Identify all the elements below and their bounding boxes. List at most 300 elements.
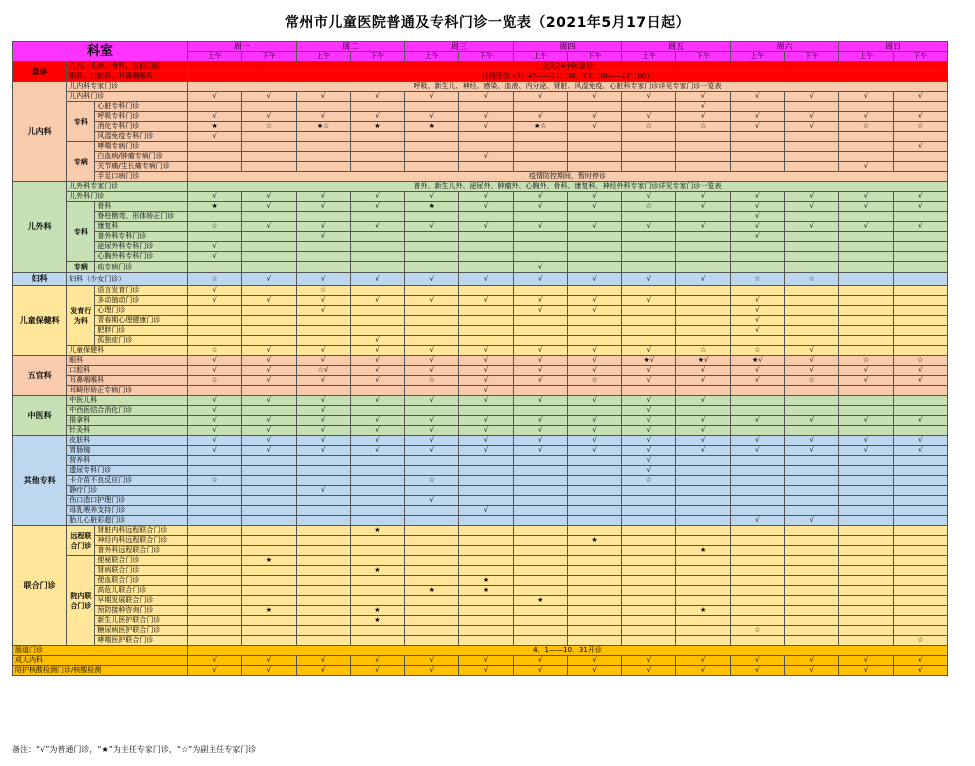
schedule-cell <box>242 316 296 326</box>
am-header: 上午 <box>296 52 350 62</box>
schedule-cell <box>187 262 241 273</box>
schedule-cell: ★ <box>676 546 730 556</box>
subgroup-zhuanke: 专科 <box>67 202 95 262</box>
schedule-cell: ★√ <box>676 356 730 366</box>
schedule-cell <box>296 526 350 536</box>
schedule-cell: √ <box>242 356 296 366</box>
schedule-cell <box>839 102 893 112</box>
schedule-cell <box>405 466 459 476</box>
schedule-cell <box>730 252 784 262</box>
schedule-cell: √ <box>513 192 567 202</box>
schedule-cell: √ <box>405 356 459 366</box>
schedule-cell: √ <box>513 366 567 376</box>
schedule-cell <box>622 242 676 252</box>
schedule-cell <box>405 556 459 566</box>
schedule-cell <box>242 586 296 596</box>
schedule-cell: √ <box>730 326 784 336</box>
schedule-cell <box>622 526 676 536</box>
schedule-cell: √ <box>676 396 730 406</box>
schedule-cell: √ <box>567 426 621 436</box>
schedule-cell <box>622 386 676 396</box>
schedule-cell <box>730 456 784 466</box>
schedule-cell <box>893 546 947 556</box>
schedule-cell: ☆ <box>187 273 241 286</box>
schedule-cell <box>242 616 296 626</box>
schedule-cell: √ <box>893 112 947 122</box>
schedule-cell: √ <box>459 436 513 446</box>
schedule-cell <box>242 102 296 112</box>
schedule-cell <box>839 636 893 646</box>
schedule-cell: √ <box>296 426 350 436</box>
schedule-cell: ★√ <box>622 356 676 366</box>
schedule-cell: √ <box>459 376 513 386</box>
schedule-cell <box>296 606 350 616</box>
schedule-cell <box>350 152 404 162</box>
schedule-cell <box>187 586 241 596</box>
schedule-cell: √ <box>730 316 784 326</box>
schedule-cell: ★ <box>242 556 296 566</box>
schedule-cell: √ <box>242 346 296 356</box>
schedule-cell <box>676 386 730 396</box>
schedule-cell: √ <box>567 656 621 666</box>
row-label: 针灸科 <box>67 426 188 436</box>
schedule-cell <box>730 556 784 566</box>
schedule-cell: √ <box>296 346 350 356</box>
schedule-cell <box>730 102 784 112</box>
schedule-cell: √ <box>785 92 839 102</box>
schedule-cell <box>350 252 404 262</box>
schedule-cell <box>242 596 296 606</box>
schedule-cell <box>187 326 241 336</box>
schedule-cell <box>893 102 947 112</box>
row-label: 耳畸形矫正专病门诊 <box>67 386 188 396</box>
schedule-cell <box>567 626 621 636</box>
schedule-cell <box>676 596 730 606</box>
schedule-cell: √ <box>350 356 404 366</box>
schedule-cell <box>785 152 839 162</box>
schedule-cell <box>567 102 621 112</box>
schedule-cell <box>350 142 404 152</box>
schedule-cell <box>730 496 784 506</box>
schedule-cell <box>622 516 676 526</box>
schedule-cell <box>187 546 241 556</box>
row-label: 儿外科门诊 <box>67 192 188 202</box>
schedule-cell <box>296 142 350 152</box>
schedule-cell <box>405 456 459 466</box>
schedule-cell <box>187 456 241 466</box>
schedule-cell: √ <box>785 366 839 376</box>
row-label: 风湿免疫专科门诊 <box>95 132 188 142</box>
schedule-cell <box>785 102 839 112</box>
schedule-cell <box>676 516 730 526</box>
schedule-cell: √ <box>676 222 730 232</box>
schedule-cell: √ <box>459 426 513 436</box>
schedule-cell <box>405 252 459 262</box>
row-label: 新生儿医护联合门诊 <box>95 616 188 626</box>
schedule-cell <box>350 516 404 526</box>
schedule-cell <box>567 162 621 172</box>
row-label: 眼科、口腔科、耳鼻咽喉科 <box>67 72 188 82</box>
schedule-cell <box>187 506 241 516</box>
schedule-cell: √ <box>513 202 567 212</box>
schedule-cell <box>405 406 459 416</box>
schedule-cell <box>296 242 350 252</box>
schedule-cell <box>187 212 241 222</box>
table-row <box>13 316 948 326</box>
schedule-cell <box>785 526 839 536</box>
schedule-cell <box>676 336 730 346</box>
schedule-cell: √ <box>350 336 404 346</box>
schedule-cell: √ <box>187 656 241 666</box>
schedule-cell: √ <box>730 446 784 456</box>
row-label: 消化专科门诊 <box>95 122 188 132</box>
schedule-cell <box>459 326 513 336</box>
schedule-cell <box>785 406 839 416</box>
schedule-cell <box>567 586 621 596</box>
row-label: 儿内科门诊 <box>67 92 188 102</box>
schedule-cell <box>242 476 296 486</box>
schedule-cell: √ <box>567 92 621 102</box>
schedule-cell <box>839 396 893 406</box>
schedule-cell <box>296 566 350 576</box>
row-label: 儿外科专家门诊 <box>67 182 188 192</box>
schedule-cell <box>676 286 730 296</box>
schedule-cell <box>187 162 241 172</box>
schedule-cell <box>785 566 839 576</box>
schedule-cell: √ <box>893 202 947 212</box>
schedule-cell: √ <box>785 192 839 202</box>
schedule-cell <box>296 506 350 516</box>
schedule-cell <box>676 162 730 172</box>
schedule-cell <box>459 486 513 496</box>
schedule-cell: √ <box>567 436 621 446</box>
schedule-cell: √ <box>405 416 459 426</box>
schedule-cell <box>405 626 459 636</box>
schedule-cell: √ <box>242 656 296 666</box>
schedule-cell: √ <box>459 366 513 376</box>
schedule-cell: √ <box>405 436 459 446</box>
schedule-cell <box>785 386 839 396</box>
schedule-cell <box>622 626 676 636</box>
table-row <box>13 486 948 496</box>
schedule-cell: √ <box>567 356 621 366</box>
schedule-cell <box>567 326 621 336</box>
schedule-cell <box>296 546 350 556</box>
schedule-cell <box>676 476 730 486</box>
schedule-cell: √ <box>513 273 567 286</box>
dept-header: 科室 <box>13 42 188 62</box>
schedule-cell <box>567 262 621 273</box>
schedule-cell <box>405 506 459 516</box>
schedule-cell: ★☆ <box>513 122 567 132</box>
schedule-cell <box>730 506 784 516</box>
header-row <box>13 42 948 52</box>
schedule-cell <box>350 636 404 646</box>
schedule-cell <box>839 546 893 556</box>
schedule-cell <box>350 576 404 586</box>
schedule-cell <box>676 626 730 636</box>
schedule-cell <box>459 626 513 636</box>
pm-header: 下午 <box>893 52 947 62</box>
schedule-cell <box>187 486 241 496</box>
row-label: 早期发展联合门诊 <box>95 596 188 606</box>
row-label: 卡介苗不良反应门诊 <box>67 476 188 486</box>
schedule-cell <box>296 616 350 626</box>
schedule-cell <box>187 142 241 152</box>
schedule-cell: √ <box>242 273 296 286</box>
schedule-cell <box>893 262 947 273</box>
row-label: 伤口造口护理门诊 <box>67 496 188 506</box>
schedule-cell <box>785 396 839 406</box>
row-label: 静疗门诊 <box>67 486 188 496</box>
schedule-cell <box>187 596 241 606</box>
schedule-cell <box>622 252 676 262</box>
schedule-cell <box>567 476 621 486</box>
schedule-cell: √ <box>350 426 404 436</box>
schedule-cell: √ <box>350 366 404 376</box>
schedule-cell: √ <box>187 296 241 306</box>
schedule-cell: √ <box>187 356 241 366</box>
schedule-cell <box>622 556 676 566</box>
schedule-cell: √ <box>893 222 947 232</box>
schedule-cell <box>893 306 947 316</box>
schedule-cell: √ <box>513 396 567 406</box>
schedule-cell: √ <box>785 346 839 356</box>
schedule-cell <box>893 556 947 566</box>
schedule-cell: √ <box>730 306 784 316</box>
schedule-cell: √ <box>622 396 676 406</box>
schedule-cell: √ <box>459 112 513 122</box>
schedule-cell: ★ <box>350 616 404 626</box>
schedule-cell <box>513 232 567 242</box>
schedule-cell: √ <box>187 286 241 296</box>
schedule-cell <box>676 242 730 252</box>
schedule-cell <box>513 556 567 566</box>
row-label: 肠道门诊 <box>13 646 188 656</box>
schedule-cell: √ <box>567 346 621 356</box>
day-header: 周一 <box>187 42 296 52</box>
schedule-cell: √ <box>730 366 784 376</box>
row-label: 手足口病门诊 <box>95 172 188 182</box>
schedule-cell <box>296 212 350 222</box>
row-label: 青春期心理健康门诊 <box>95 316 188 326</box>
schedule-cell: √ <box>296 306 350 316</box>
schedule-cell <box>296 262 350 273</box>
schedule-cell: √ <box>622 296 676 306</box>
schedule-cell <box>350 232 404 242</box>
schedule-cell <box>242 506 296 516</box>
table-row <box>13 72 948 82</box>
schedule-cell <box>839 242 893 252</box>
schedule-cell: √ <box>187 406 241 416</box>
schedule-cell <box>676 296 730 306</box>
table-row <box>13 112 948 122</box>
schedule-cell: √ <box>676 666 730 676</box>
table-row <box>13 526 948 536</box>
schedule-cell <box>893 296 947 306</box>
day-header: 周二 <box>296 42 405 52</box>
schedule-cell <box>622 102 676 112</box>
schedule-cell: ☆ <box>405 476 459 486</box>
schedule-cell <box>893 466 947 476</box>
row-label: 普外科远程联合门诊 <box>95 546 188 556</box>
schedule-cell <box>350 286 404 296</box>
schedule-cell <box>839 466 893 476</box>
row-label: 儿内、儿外、骨科、皮肤门诊 <box>67 62 188 72</box>
schedule-cell: √ <box>676 192 730 202</box>
schedule-cell <box>839 152 893 162</box>
schedule-cell <box>622 606 676 616</box>
row-label: 预防接种咨询门诊 <box>95 606 188 616</box>
schedule-cell: ★ <box>242 606 296 616</box>
schedule-cell <box>513 242 567 252</box>
schedule-cell <box>622 162 676 172</box>
schedule-cell <box>785 262 839 273</box>
section-baojian: 儿童保健科 <box>13 286 67 356</box>
schedule-cell: √ <box>676 102 730 112</box>
schedule-cell: √ <box>296 192 350 202</box>
schedule-cell: √ <box>296 416 350 426</box>
schedule-cell <box>676 506 730 516</box>
schedule-cell <box>622 336 676 346</box>
day-header: 周六 <box>730 42 839 52</box>
schedule-cell: √ <box>839 446 893 456</box>
schedule-cell <box>405 326 459 336</box>
schedule-cell: √ <box>405 346 459 356</box>
schedule-cell: √ <box>242 366 296 376</box>
row-label: 眼科 <box>67 356 188 366</box>
schedule-cell <box>676 616 730 626</box>
table-row <box>13 606 948 616</box>
schedule-cell <box>785 636 839 646</box>
schedule-cell <box>513 636 567 646</box>
schedule-cell <box>513 406 567 416</box>
schedule-cell <box>785 306 839 316</box>
schedule-cell: √ <box>622 92 676 102</box>
schedule-cell <box>839 286 893 296</box>
schedule-cell: √ <box>405 446 459 456</box>
schedule-cell: √ <box>187 132 241 142</box>
table-row <box>13 436 948 446</box>
schedule-cell: √ <box>405 666 459 676</box>
schedule-cell <box>350 556 404 566</box>
table-row <box>13 626 948 636</box>
schedule-cell: ☆ <box>296 286 350 296</box>
schedule-cell: √ <box>350 273 404 286</box>
schedule-cell <box>567 636 621 646</box>
schedule-cell: √ <box>839 92 893 102</box>
schedule-cell <box>242 242 296 252</box>
schedule-cell: √ <box>350 222 404 232</box>
schedule-cell: √ <box>459 202 513 212</box>
schedule-cell <box>187 626 241 636</box>
table-row <box>13 296 948 306</box>
table-row <box>13 476 948 486</box>
row-label: 心理门诊 <box>95 306 188 316</box>
schedule-cell: √ <box>513 112 567 122</box>
schedule-cell: √ <box>839 656 893 666</box>
schedule-cell <box>242 566 296 576</box>
schedule-cell: ☆ <box>839 122 893 132</box>
schedule-cell: ☆ <box>187 476 241 486</box>
schedule-cell <box>785 132 839 142</box>
row-label: 中医儿科 <box>67 396 188 406</box>
table-row <box>13 586 948 596</box>
schedule-cell: √ <box>459 192 513 202</box>
row-label: 便血联合门诊 <box>95 576 188 586</box>
row-label: 骨科 <box>95 202 188 212</box>
schedule-cell <box>839 406 893 416</box>
schedule-cell <box>567 496 621 506</box>
schedule-cell <box>730 132 784 142</box>
schedule-cell <box>839 526 893 536</box>
row-label: 儿童保健科 <box>67 346 188 356</box>
schedule-cell: √ <box>187 112 241 122</box>
schedule-cell: √ <box>622 666 676 676</box>
schedule-cell: √ <box>459 122 513 132</box>
schedule-cell: ☆ <box>187 376 241 386</box>
row-label: 康复科 <box>95 222 188 232</box>
row-label: 肾病联合门诊 <box>95 566 188 576</box>
schedule-cell <box>785 596 839 606</box>
schedule-cell: ★ <box>513 596 567 606</box>
schedule-cell: ★ <box>459 576 513 586</box>
schedule-cell <box>459 306 513 316</box>
schedule-cell: √ <box>405 366 459 376</box>
schedule-cell: √ <box>567 416 621 426</box>
schedule-cell <box>893 616 947 626</box>
pm-header: 下午 <box>242 52 296 62</box>
schedule-cell: √ <box>567 273 621 286</box>
schedule-cell: √ <box>676 366 730 376</box>
schedule-cell <box>622 212 676 222</box>
schedule-cell: √ <box>567 446 621 456</box>
schedule-cell: √ <box>296 296 350 306</box>
table-row <box>13 273 948 286</box>
schedule-cell: √ <box>296 356 350 366</box>
row-label: 母乳喂养支持门诊 <box>67 506 188 516</box>
schedule-cell <box>893 536 947 546</box>
schedule-cell: √ <box>730 296 784 306</box>
schedule-cell <box>242 636 296 646</box>
schedule-cell <box>242 162 296 172</box>
schedule-cell: √ <box>676 202 730 212</box>
schedule-cell: ★ <box>187 202 241 212</box>
schedule-cell: √ <box>730 192 784 202</box>
schedule-cell <box>676 486 730 496</box>
table-row <box>13 576 948 586</box>
row-label: 关节痛/生长痛专病门诊 <box>95 162 188 172</box>
page-title: 常州市儿童医院普通及专科门诊一览表（2021年5月17日起） <box>284 15 691 31</box>
schedule-cell <box>730 152 784 162</box>
schedule-cell <box>839 336 893 346</box>
schedule-cell <box>513 586 567 596</box>
schedule-cell <box>839 273 893 286</box>
schedule-cell: √ <box>622 222 676 232</box>
schedule-cell <box>296 102 350 112</box>
schedule-cell <box>350 406 404 416</box>
schedule-cell <box>893 516 947 526</box>
subgroup-yuannei: 院内联合门诊 <box>67 556 95 646</box>
schedule-cell <box>513 516 567 526</box>
schedule-cell: √ <box>567 666 621 676</box>
schedule-cell <box>459 212 513 222</box>
schedule-cell <box>893 346 947 356</box>
am-header: 上午 <box>513 52 567 62</box>
schedule-cell <box>187 616 241 626</box>
schedule-cell <box>513 102 567 112</box>
table-row <box>13 202 948 212</box>
